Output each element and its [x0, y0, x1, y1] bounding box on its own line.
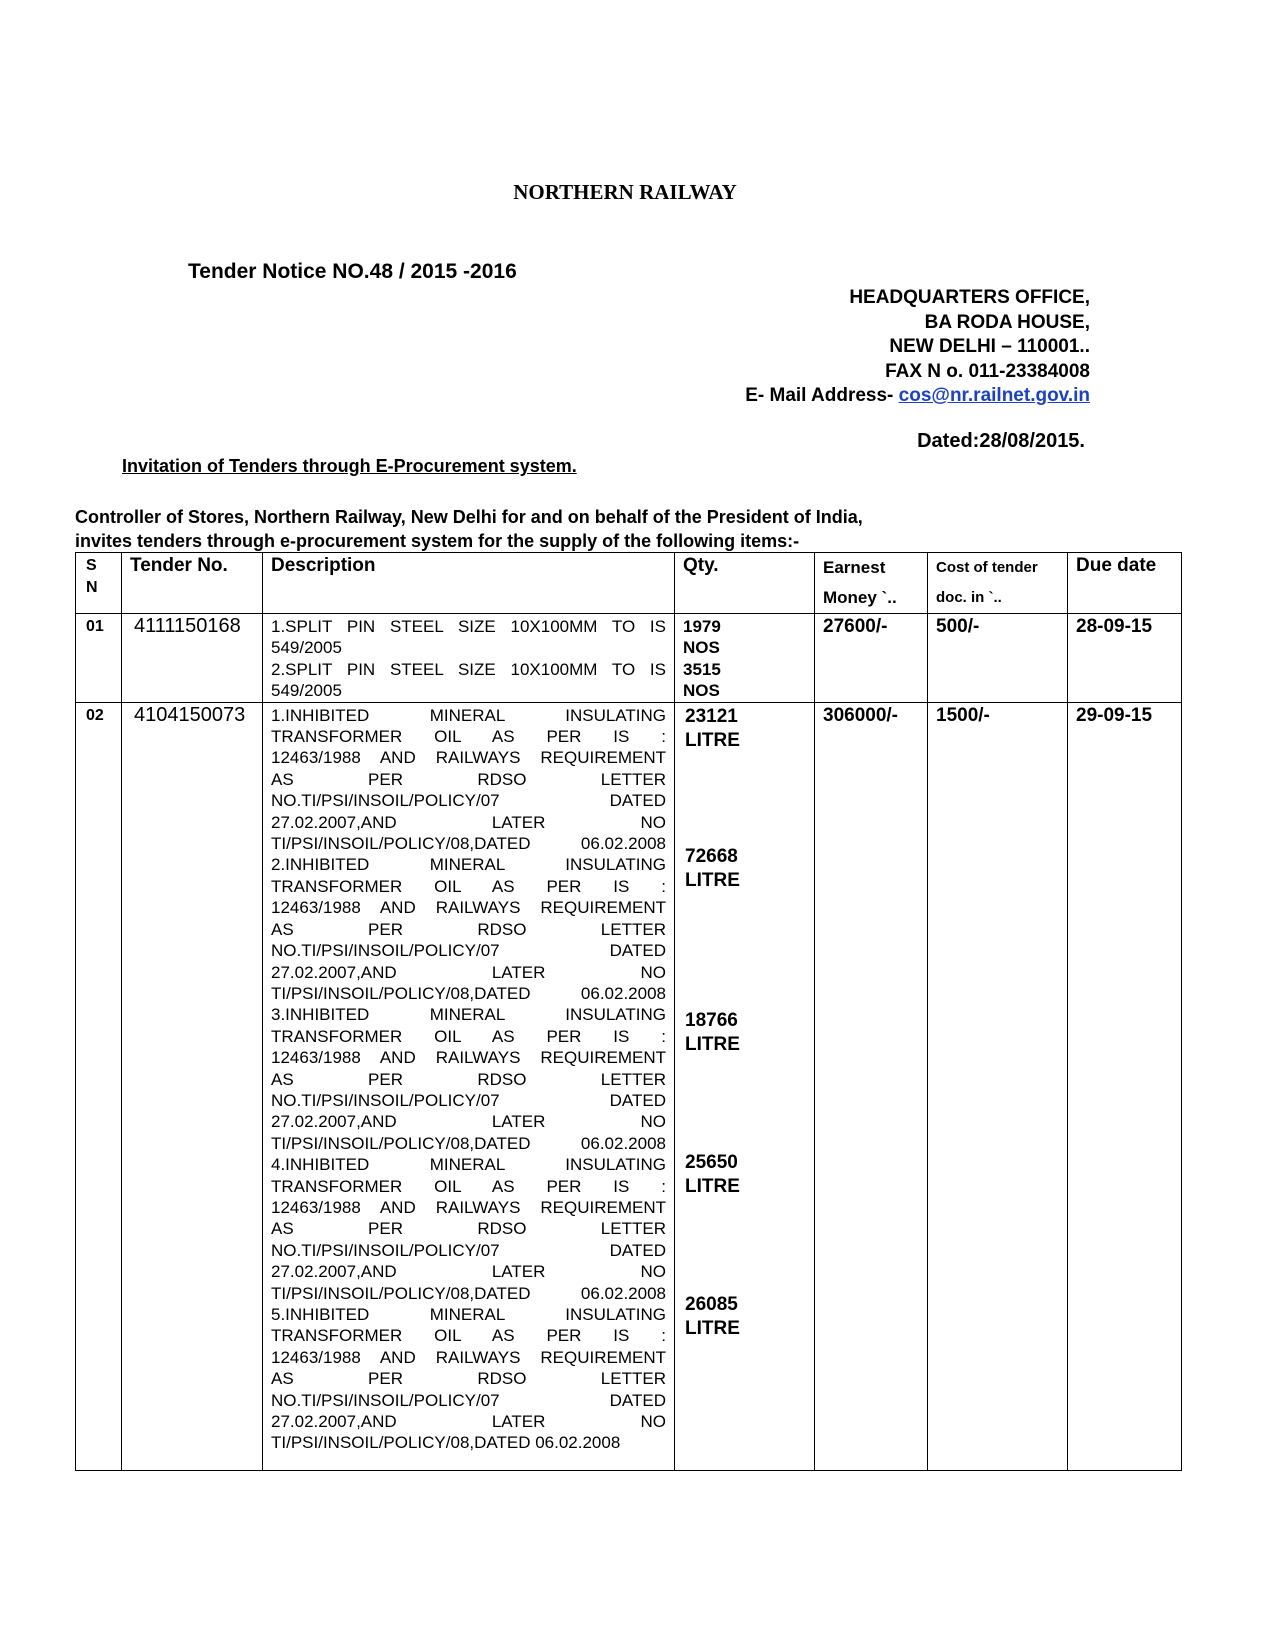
- desc-line: NO.TI/PSI/INSOIL/POLICY/07 DATED: [271, 791, 666, 811]
- qty-entry: [685, 1293, 740, 1341]
- desc-line: AS PER RDSO LETTER: [271, 769, 666, 789]
- row-cost: 1500/-: [928, 702, 1068, 1470]
- desc-line: TI/PSI/INSOIL/POLICY/08,DATED 06.02.2008: [271, 983, 666, 1003]
- qty-value: 1979: [683, 617, 721, 636]
- office-address: [745, 286, 1090, 409]
- header-earnest-line: Earnest: [823, 558, 886, 577]
- desc-line: 4.INHIBITED MINERAL INSULATING: [271, 1155, 666, 1175]
- qty-entry: [685, 1151, 740, 1199]
- row-cost: 500/-: [928, 614, 1068, 703]
- desc-line: 549/2005: [271, 638, 342, 658]
- intro-line: Controller of Stores, Northern Railway, New Delhi for and on behalf of the President of India,: [75, 507, 863, 527]
- desc-line: 12463/1988 AND RAILWAYS REQUIREMENT: [271, 1197, 666, 1217]
- desc-line: AS PER RDSO LETTER: [271, 1069, 666, 1089]
- qty-value: 25650: [685, 1151, 738, 1173]
- header-cost-line: doc. in `..: [936, 589, 1002, 606]
- row-description: [263, 614, 675, 703]
- desc-line: 549/2005: [271, 681, 342, 701]
- desc-line: 27.02.2007,AND LATER NO: [271, 1412, 666, 1432]
- row-tender-no: 4104150073: [122, 702, 263, 1470]
- row-tender-no: 4111150168: [122, 614, 263, 703]
- desc-item: [271, 1004, 666, 1154]
- header-earnest-money: [815, 553, 928, 614]
- qty-unit: LITRE: [685, 729, 740, 751]
- qty-unit: LITRE: [685, 1317, 740, 1339]
- desc-line: AS PER RDSO LETTER: [271, 1219, 666, 1239]
- desc-line: 27.02.2007,AND LATER NO: [271, 1262, 666, 1282]
- row-qty: [675, 614, 815, 703]
- invitation-heading: Invitation of Tenders through E-Procurement system.: [122, 456, 577, 476]
- header-sn: [76, 553, 122, 614]
- desc-line: 12463/1988 AND RAILWAYS REQUIREMENT: [271, 1048, 666, 1068]
- header-cost-line: Cost of tender: [936, 559, 1038, 576]
- row-earnest-money: 27600/-: [815, 614, 928, 703]
- row-sn: 01: [76, 614, 122, 703]
- desc-line: 1.INHIBITED MINERAL INSULATING: [271, 705, 666, 725]
- qty-unit: NOS: [683, 638, 720, 658]
- desc-line: NO.TI/PSI/INSOIL/POLICY/07 DATED: [271, 1090, 666, 1110]
- header-description: Description: [263, 553, 675, 614]
- desc-line: 27.02.2007,AND LATER NO: [271, 962, 666, 982]
- header-qty: Qty.: [675, 553, 815, 614]
- desc-line: NO.TI/PSI/INSOIL/POLICY/07 DATED: [271, 941, 666, 961]
- email-line: [745, 384, 1090, 409]
- header-sn-line: N: [86, 579, 98, 596]
- desc-line: 1.SPLIT PIN STEEL SIZE 10X100MM TO IS: [271, 617, 666, 636]
- qty-entry: [685, 1009, 740, 1057]
- desc-line: 27.02.2007,AND LATER NO: [271, 812, 666, 832]
- qty-unit: LITRE: [685, 869, 740, 891]
- notice-date: Dated:28/08/2015.: [917, 430, 1085, 452]
- qty-entry: [685, 845, 740, 893]
- desc-line: 2.SPLIT PIN STEEL SIZE 10X100MM TO IS: [271, 659, 666, 679]
- desc-item: [271, 854, 666, 1004]
- header-cost-of-tender: [928, 553, 1068, 614]
- desc-line: TI/PSI/INSOIL/POLICY/08,DATED 06.02.2008: [271, 1283, 666, 1303]
- desc-line: 2.INHIBITED MINERAL INSULATING: [271, 855, 666, 875]
- header-tender-no: Tender No.: [122, 553, 263, 614]
- desc-line: TRANSFORMER OIL AS PER IS :: [271, 1176, 666, 1196]
- table-row: [76, 614, 1182, 703]
- header-earnest-line: Money `..: [823, 588, 897, 607]
- desc-line: TRANSFORMER OIL AS PER IS :: [271, 1326, 666, 1346]
- desc-line: TI/PSI/INSOIL/POLICY/08,DATED 06.02.2008: [271, 1433, 621, 1453]
- intro-line: invites tenders through e-procurement system for the supply of the following items:-: [75, 531, 800, 551]
- row-description: [263, 702, 675, 1470]
- desc-line: TI/PSI/INSOIL/POLICY/08,DATED 06.02.2008: [271, 1133, 666, 1153]
- email-label: E- Mail Address-: [745, 385, 899, 406]
- address-line: NEW DELHI – 110001..: [889, 336, 1090, 357]
- row-qty: [675, 702, 815, 1470]
- desc-item: [271, 1154, 666, 1304]
- row-due-date: 29-09-15: [1068, 702, 1182, 1470]
- tender-notice-number: Tender Notice NO.48 / 2015 -2016: [188, 260, 517, 283]
- address-line: BA RODA HOUSE,: [924, 311, 1090, 333]
- email-link[interactable]: cos@nr.railnet.gov.in: [898, 385, 1090, 406]
- desc-line: 12463/1988 AND RAILWAYS REQUIREMENT: [271, 748, 666, 768]
- header-due-date: Due date: [1068, 553, 1182, 614]
- desc-line: 12463/1988 AND RAILWAYS REQUIREMENT: [271, 898, 666, 918]
- qty-value: 23121: [685, 705, 738, 727]
- header-sn-line: S: [86, 557, 97, 574]
- desc-item: [271, 705, 666, 855]
- qty-value: 18766: [685, 1009, 738, 1031]
- desc-item: [271, 1304, 666, 1454]
- desc-line: 5.INHIBITED MINERAL INSULATING: [271, 1305, 666, 1324]
- fax-line: FAX N o. 011-23384008: [885, 360, 1090, 382]
- row-sn: 02: [76, 702, 122, 1470]
- page-title: NORTHERN RAILWAY: [513, 180, 737, 204]
- table-row: [76, 702, 1182, 1470]
- desc-line: TRANSFORMER OIL AS PER IS :: [271, 1026, 666, 1046]
- intro-paragraph: [75, 505, 863, 553]
- desc-line: NO.TI/PSI/INSOIL/POLICY/07 DATED: [271, 1390, 666, 1410]
- desc-line: TI/PSI/INSOIL/POLICY/08,DATED 06.02.2008: [271, 834, 666, 854]
- qty-value: 72668: [685, 845, 738, 867]
- desc-line: 12463/1988 AND RAILWAYS REQUIREMENT: [271, 1347, 666, 1367]
- address-line: HEADQUARTERS OFFICE,: [849, 287, 1090, 308]
- desc-line: AS PER RDSO LETTER: [271, 1369, 666, 1389]
- desc-line: AS PER RDSO LETTER: [271, 919, 666, 939]
- qty-unit: LITRE: [685, 1033, 740, 1055]
- desc-line: TRANSFORMER OIL AS PER IS :: [271, 727, 666, 747]
- row-due-date: 28-09-15: [1068, 614, 1182, 703]
- desc-line: 27.02.2007,AND LATER NO: [271, 1112, 666, 1132]
- qty-value: 3515: [683, 659, 721, 679]
- qty-value: 26085: [685, 1293, 738, 1315]
- desc-line: TRANSFORMER OIL AS PER IS :: [271, 876, 666, 896]
- qty-entry: [685, 705, 740, 753]
- tender-table: [75, 552, 1182, 1471]
- desc-line: 3.INHIBITED MINERAL INSULATING: [271, 1005, 666, 1025]
- desc-line: NO.TI/PSI/INSOIL/POLICY/07 DATED: [271, 1240, 666, 1260]
- qty-unit: NOS: [683, 681, 720, 701]
- row-earnest-money: 306000/-: [815, 702, 928, 1470]
- qty-unit: LITRE: [685, 1175, 740, 1197]
